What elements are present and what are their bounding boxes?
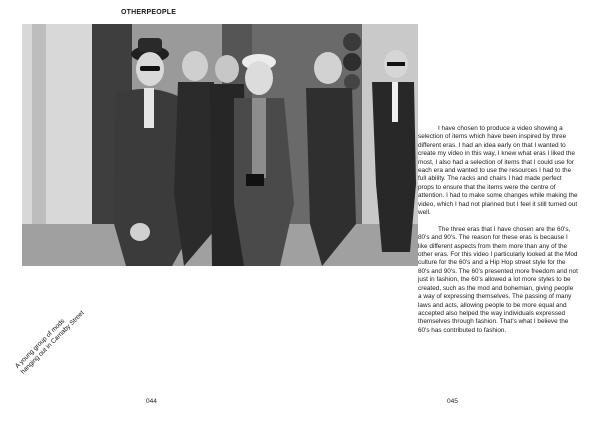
article-paragraph: The three eras that I have chosen are the 60's, 80's and 90's. The reason for these eras is because I like different aspects from them more than any of the other eras. For this video I particularly looked at the Mod culture for the 60's and a Hip Hop street style for the 80's and 90's. The 60's presented more freedom and not just in fashion, the 60's allowed a lot more styles to be created, such as the mod and bohemian, giving people a way of expressing themselves. The passing of many laws and acts, allowing people to be more equal and accepted also helped the way individuals expressed themselves through fashion. That's what I believe the 60's has contributed to fashion. — [418, 225, 578, 334]
article-body — [418, 125, 578, 344]
street-photo-illustration — [22, 24, 418, 266]
page-number-left: 044 — [146, 398, 157, 405]
photo-caption: A young group of mods hanging out in Carnaby Street — [14, 309, 86, 376]
street-photo — [22, 24, 418, 266]
page-header-title: OTHERPEOPLE — [121, 9, 177, 16]
article-paragraph: I have chosen to produce a video showing a selection of items which have been inspired by three different eras. I had an idea early on that I wanted to create my video in this way, I knew what eras I liked the most, I also had a selection of items that I could use for each era and wanted to use the resources I had to the full ability. The racks and chairs I had made perfect props to ensure that the items were the centre of attention. I had to make some changes while making the video, which I had not planned but I feel it still turned out well. — [418, 125, 578, 217]
page-number-right: 045 — [447, 398, 458, 405]
